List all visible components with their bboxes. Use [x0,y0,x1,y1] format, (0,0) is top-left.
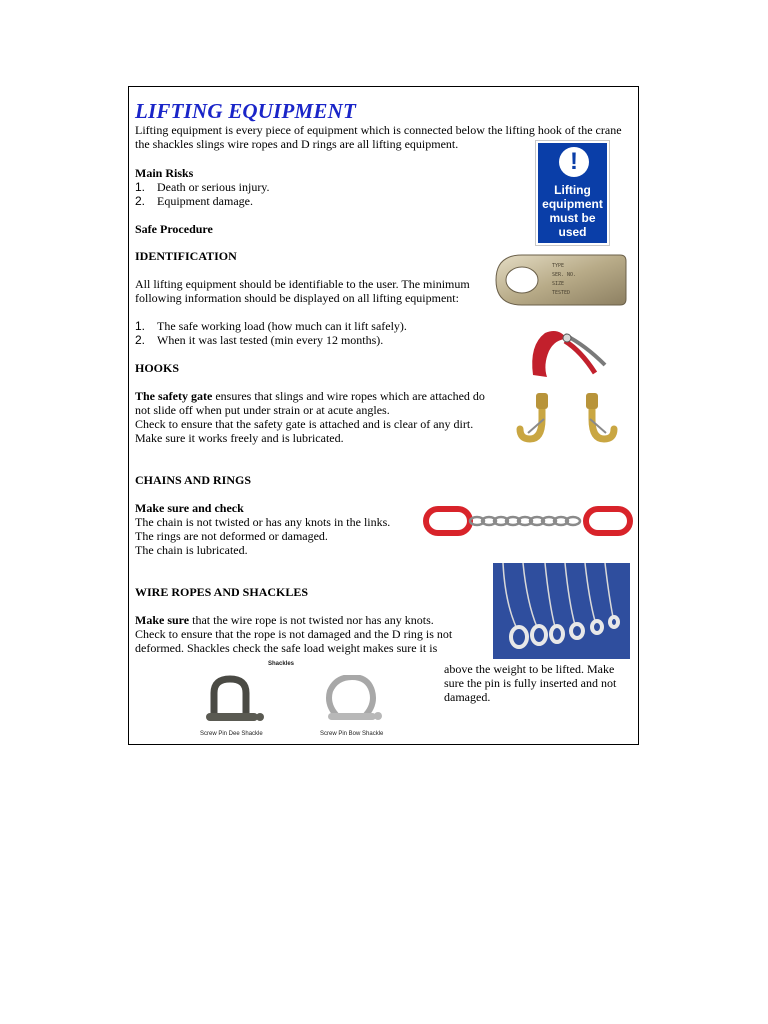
sign-text: Lifting equipment must be used [542,183,603,239]
page-title: LIFTING EQUIPMENT [135,99,356,123]
wire-ropes-image [493,563,630,659]
chains-line: The rings are not deformed or damaged. [135,529,328,543]
chain-and-rings-image [423,505,633,537]
chains-line: The chain is not twisted or has any knots in the links. [135,515,391,529]
main-risks-list [135,180,270,208]
exclamation-icon: ! [559,147,589,177]
svg-text:SIZE: SIZE [552,281,565,287]
lifting-equipment-sign [536,141,609,245]
list-item: 1. The safe working load (how much can it lift safely). [135,319,407,333]
identification-list [135,319,407,347]
list-item: 2. Equipment damage. [135,194,253,208]
swivel-hooks-image [514,389,628,449]
id-tag-plate-image [492,251,632,309]
bow-shackle-image [320,675,390,725]
dee-shackle-image [200,675,270,725]
svg-text:TESTED: TESTED [552,290,571,296]
chains-subheading: Make sure and check [135,501,244,515]
dee-shackle-caption: Screw Pin Dee Shackle [200,731,263,737]
hooks-paragraph: The safety gate ensures that slings and wire ropes which are attached do not slide off when put under strain or at acute angles. Check to ensure that the safety gate is attached and is clear of any dirt. Make sure it works freely and is lubricated. [135,389,485,445]
bow-shackle-caption: Screw Pin Bow Shackle [320,731,384,737]
hooks-heading: HOOKS [135,361,180,375]
identification-paragraph: All lifting equipment should be identifiable to the user. The minimum following information should be displayed on all lifting equipment: [135,277,470,305]
list-item: 2. When it was last tested (min every 12 months). [135,333,384,347]
chains-heading: CHAINS AND RINGS [135,473,252,487]
shackles-figure-title: Shackles [268,661,295,667]
wire-heading: WIRE ROPES AND SHACKLES [135,585,309,599]
svg-text:TYPE: TYPE [552,263,565,269]
svg-text:SER. NO.: SER. NO. [552,272,577,278]
safe-procedure-heading: Safe Procedure [135,222,213,236]
safety-gate-hook-image [525,325,620,381]
chains-line: The chain is lubricated. [135,543,248,557]
wire-paragraph-continued: above the weight to be lifted. Make sure the pin is fully inserted and not damaged. [444,662,617,704]
main-risks-heading: Main Risks [135,166,194,180]
identification-heading: IDENTIFICATION [135,249,237,263]
list-item: 1. Death or serious injury. [135,180,270,194]
wire-paragraph: Make sure that the wire rope is not twisted nor has any knots. Check to ensure that the rope is not damaged and the D ring is not deformed. Shackles check the safe load weight makes sure it is [135,613,453,655]
intro-paragraph: Lifting equipment is every piece of equipment which is connected below the lifting hook of the crane the shackles slings wire ropes and D rings are all lifting equipment. [135,123,622,151]
